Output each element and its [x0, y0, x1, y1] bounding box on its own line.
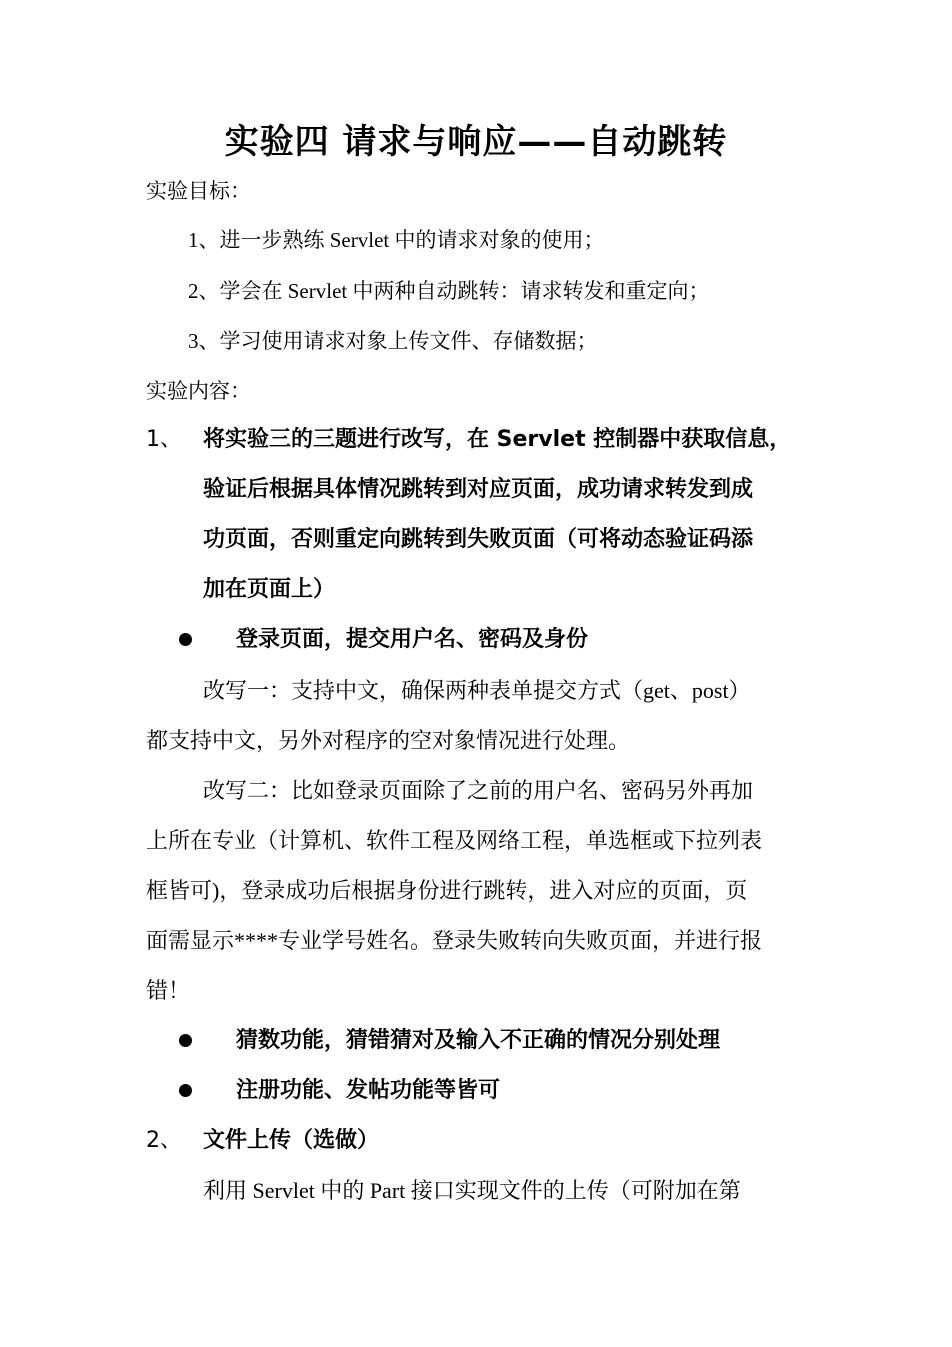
- objective-item-1: 1、进一步熟练 Servlet 中的请求对象的使用；: [188, 228, 605, 252]
- objective-item-2: 2、学会在 Servlet 中两种自动跳转：请求转发和重定向；: [188, 279, 710, 303]
- task-1-line-2: 验证后根据具体情况跳转到对应页面，成功请求转发到成: [203, 477, 754, 502]
- objective-item-3: 3、学习使用请求对象上传文件、存储数据；: [188, 329, 598, 353]
- task-2-number: 2、: [146, 1128, 182, 1153]
- bullet-icon: [179, 1084, 192, 1097]
- bullet-icon: [179, 1034, 192, 1047]
- rewrite-2-line-2: 上所在专业（计算机、软件工程及网络工程，单选框或下拉列表: [146, 828, 763, 853]
- objectives-heading: 实验目标：: [146, 179, 251, 203]
- rewrite-2-line-5: 错！: [146, 978, 191, 1003]
- task-1-line-3: 功页面，否则重定向跳转到失败页面（可将动态验证码添: [203, 527, 754, 552]
- bullet-icon: [179, 633, 192, 646]
- rewrite-2-line-3: 框皆可)，登录成功后根据身份进行跳转，进入对应的页面，页: [146, 878, 748, 903]
- bullet-item-register: 注册功能、发帖功能等皆可: [236, 1078, 501, 1103]
- rewrite-1-line-1: 改写一：支持中文，确保两种表单提交方式（get、post）: [203, 678, 751, 703]
- task-1-line-1: 将实验三的三题进行改写，在 Servlet 控制器中获取信息，: [203, 427, 792, 452]
- rewrite-2-line-4: 面需显示****专业学号姓名。登录失败转向失败页面，并进行报: [146, 928, 763, 953]
- rewrite-2-line-1: 改写二：比如登录页面除了之前的用户名、密码另外再加: [203, 778, 754, 803]
- page-title: 实验四 请求与响应——自动跳转: [224, 122, 728, 162]
- rewrite-1-line-2: 都支持中文，另外对程序的空对象情况进行处理。: [146, 728, 631, 753]
- task-1-number: 1、: [146, 427, 182, 452]
- bullet-item-login: 登录页面，提交用户名、密码及身份: [236, 627, 589, 652]
- task-2-line: 利用 Servlet 中的 Part 接口实现文件的上传（可附加在第: [203, 1178, 741, 1203]
- task-1-line-4: 加在页面上）: [203, 577, 336, 602]
- content-heading: 实验内容：: [146, 379, 251, 403]
- bullet-item-guess: 猜数功能，猜错猜对及输入不正确的情况分别处理: [236, 1028, 721, 1053]
- task-2-title: 文件上传（选做）: [203, 1128, 380, 1153]
